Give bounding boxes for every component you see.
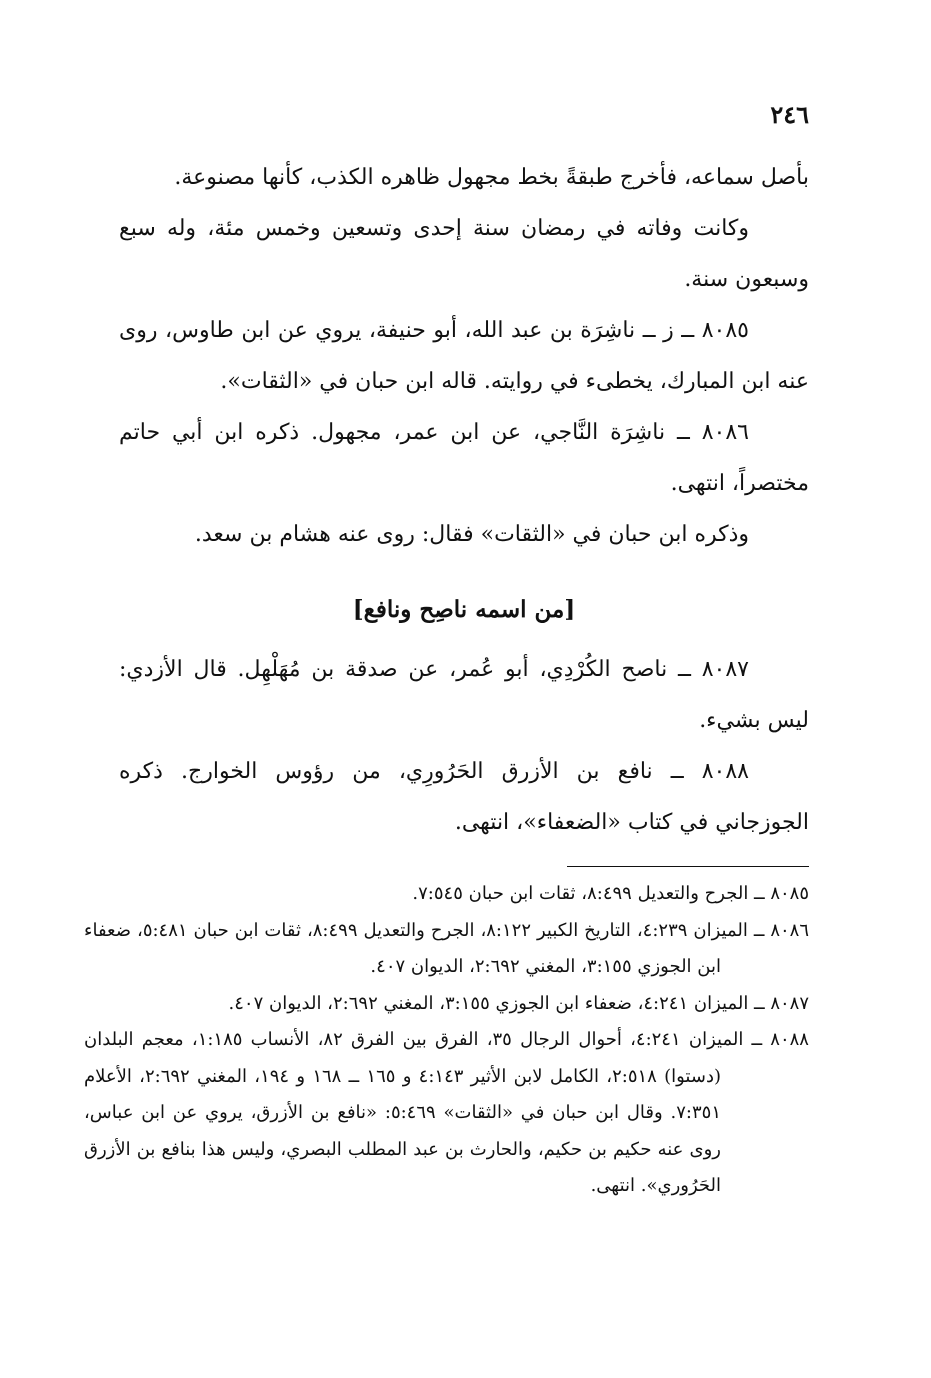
paragraph: بأصل سماعه، فأخرج طبقةً بخط مجهول ظاهره الكذب، كأنها مصنوعة.: [174, 165, 809, 190]
section-heading: [من اسمه ناصِح ونافع]: [352, 596, 576, 623]
footnotes: [84, 876, 809, 1205]
entry-8088: ٨٠٨٨ ــ نافع بن الأزرق الحَرُورِي، من رؤوس الخوارج. ذكره الجوزجاني في كتاب «الضعفاء»، انتهى.: [119, 759, 809, 835]
entry-8086: ٨٠٨٦ ــ ناشِرَة النَّاجي، عن ابن عمر، مجهول. ذكره ابن أبي حاتم مختصراً، انتهى.: [119, 420, 809, 496]
entry-8085: ٨٠٨٥ ــ ز ــ ناشِرَة بن عبد الله، أبو حنيفة، يروي عن ابن طاوس، روى عنه ابن المبارك، يخطىء في روايته. قاله ابن حبان في «الثقات».: [119, 318, 809, 394]
page-number: ٢٤٦: [770, 100, 809, 129]
footnote-8088: ٨٠٨٨ ــ الميزان ٤:٢٤١، أحوال الرجال ٣٥، الفرق بين الفرق ٨٢، الأنساب ١:١٨٥، معجم البلدان (دستوا) ٢:٥١٨، الكامل لابن الأثير ٤:١٤٣ و ١٦٥ ــ ١٦٨ و ١٩٤، المغني ٢:٦٩٢، الأعلام ٧:٣٥١. وقال ابن حبان في «الثقات» ٥:٤٦٩: «نافع بن الأزرق، يروي عن ابن عباس، روى عنه حكيم بن حكيم، والحارث بن عبد المطلب البصري، وليس هذا بنافع بن الأزرق الحَرُوري». انتهى.: [84, 1029, 809, 1196]
footnote-8086: ٨٠٨٦ ــ الميزان ٤:٢٣٩، التاريخ الكبير ٨:١٢٢، الجرح والتعديل ٨:٤٩٩، ثقات ابن حبان ٥:٤٨١، ضعفاء ابن الجوزي ٣:١٥٥، المغني ٢:٦٩٢، الديوان ٤٠٧.: [84, 919, 810, 977]
main-text: [119, 152, 809, 848]
paragraph: وذكره ابن حبان في «الثقات» فقال: روى عنه هشام بن سعد.: [194, 522, 749, 547]
entry-8087: ٨٠٨٧ ــ ناصح الكُرْدِي، أبو عُمر، عن صدقة بن مُهَلْهِل. قال الأزدي: ليس بشيء.: [119, 657, 809, 733]
footnote-8085: ٨٠٨٥ ــ الجرح والتعديل ٨:٤٩٩، ثقات ابن حبان ٧:٥٤٥.: [412, 883, 809, 904]
paragraph: وكانت وفاته في رمضان سنة إحدى وتسعين وخمس مئة، وله سبع وسبعون سنة.: [119, 216, 809, 292]
footnote-divider: [567, 866, 809, 867]
footnote-8087: ٨٠٨٧ ــ الميزان ٤:٢٤١، ضعفاء ابن الجوزي ٣:١٥٥، المغني ٢:٦٩٢، الديوان ٤٠٧.: [228, 992, 809, 1014]
